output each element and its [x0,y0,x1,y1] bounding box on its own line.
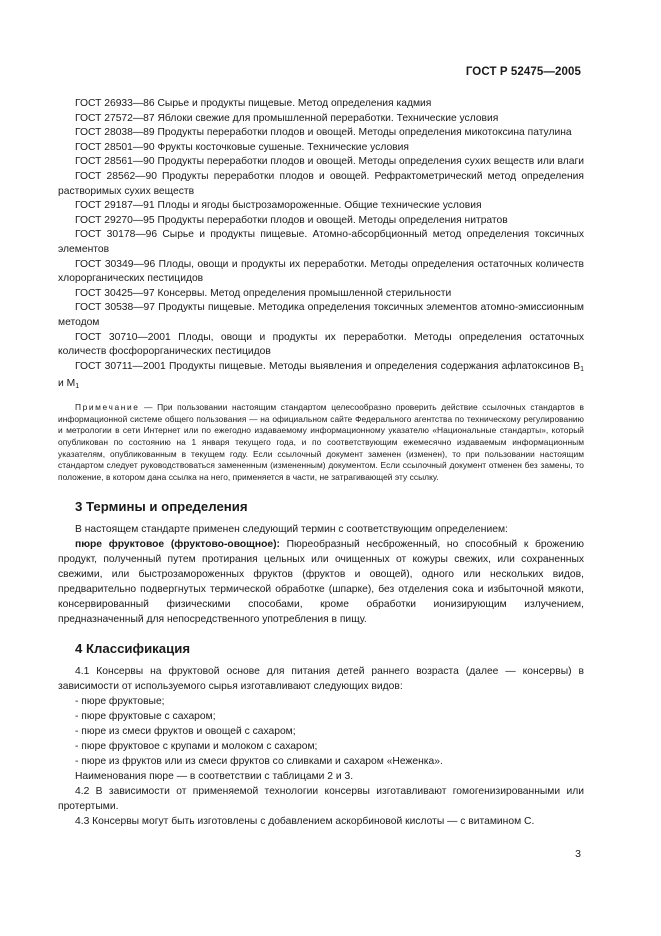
reference-text: ГОСТ 29187—91 Плоды и ягоды быстрозамороженные. Общие технические условия [75,200,482,212]
reference-item [58,155,584,170]
reference-text: ГОСТ 30538—97 Продукты пищевые. Методика определения токсичных элементов атомно-эмиссионным методом [58,302,584,328]
reference-item [58,141,584,156]
reference-text: ГОСТ 26933—86 Сырье и продукты пищевые. Метод определения кадмия [75,98,432,109]
reference-item [58,258,584,287]
standard-header: ГОСТ Р 52475—2005 [465,66,581,78]
reference-item [58,199,584,214]
reference-item [58,301,584,330]
kinds-list [58,694,584,769]
reference-text: ГОСТ 28501—90 Фрукты косточковые сушеные. Технические условия [75,141,409,153]
reference-text: ГОСТ 30349—96 Плоды, овощи и продукты их переработки. Методы определения остаточных количеств хлорорганических пестицидов [58,258,584,285]
clause-4-2: 4.2 В зависимости от применяемой технологии консервы изготавливают гомогенизированными или протертыми. [58,785,584,812]
reference-item [58,112,584,127]
reference-item [58,331,584,360]
subscript: 1 [580,365,584,373]
reference-text: ГОСТ 27572—87 Яблоки свежие для промышленной переработки. Технические условия [75,112,499,124]
list-item: - пюре из фруктов или из смеси фруктов со сливками и сахаром «Неженка». [75,755,443,767]
term-text: Пюреобразный несброженный, но способный к брожению продукт, полученный путем протирания цельных или очищенных от кожуры свежих, или сохраненных свежими, или быстрозамороженных фруктов (фруктов и овощей), одного или нескольких видов, предварительно подвергнутых термической обработке (шпарке), без отделения сока и избыточной мякоти, консервированный физическими способами, кроме обработки ионизирующим излучением, предназначенный для непосредственного употребления в пищу. [58,538,585,625]
page-number: 3 [575,848,581,860]
reference-text: ГОСТ 29270—95 Продукты переработки плодов и овощей. Методы определения нитратов [75,214,508,226]
reference-text: ГОСТ 30711—2001 Продукты пищевые. Методы выявления и определения содержания афлатоксинов В [75,360,581,372]
reference-item [58,126,584,141]
section-3-intro: В настоящем стандарте применен следующий термин с соответствующим определением: [75,523,508,535]
reference-item [58,287,584,302]
reference-text: ГОСТ 28038—89 Продукты переработки плодов и овощей. Методы определения микотоксина патулина [75,127,572,139]
page-content [58,97,584,829]
reference-item [58,97,584,112]
reference-text: ГОСТ 30178—96 Сырье и продукты пищевые. Атомно-абсорбционный метод определения токсичных элементов [58,229,584,255]
reference-text: ГОСТ 30710—2001 Плоды, овощи и продукты их переработки. Методы определения остаточных количеств фосфорорганических пестицидов [58,331,584,358]
term-name: пюре фруктовое (фруктово-овощное): [75,538,280,550]
clause-4-3: 4.3 Консервы могут быть изготовлены с добавлением аскорбиновой кислоты — с витамином С. [75,815,535,827]
note-block [58,402,584,484]
references-list [58,97,584,360]
note-text: — При пользовании настоящим стандартом целесообразно проверить действие ссылочных стандартов в информационной системе общего пользования — на официальном сайте Федерального агентства по техническому регулированию и метрологии в сети Интернет или по ежегодно издаваемому информационному указателю «Национальные стандарты», который опубликован по состоянию на 1 января текущего года, и по соответствующим ежемесячно издаваемым информационным указателям, опубликованным в текущем году. Если ссылочный документ заменен (изменен), то при пользовании настоящим стандартом следует руководствоваться замененным (измененным) документом. Если ссылочный документ отменен без замены, то положение, в котором дана ссылка на него, применяется в части, не затрагивающей эту ссылку. [58,401,584,483]
term-definition [58,537,584,627]
clause-4-1: 4.1 Консервы на фруктовой основе для питания детей раннего возраста (далее — консервы) в зависимости от используемого сырья изготавливают следующих видов: [58,665,584,692]
subscript: 1 [75,383,80,391]
note-label: Примечание [75,401,140,412]
reference-text: ГОСТ 30425—97 Консервы. Метод определения промышленной стерильности [75,287,452,299]
reference-item [58,214,584,229]
names-paragraph: Наименования пюре — в соответствии с таблицами 2 и 3. [75,770,354,782]
reference-item [58,170,584,199]
reference-text: ГОСТ 28561—90 Продукты переработки плодов и овощей. Методы определения сухих веществ или влаги [75,156,584,168]
section-4-title: 4 Классификация [75,640,191,656]
list-item: - пюре фруктовые с сахаром; [75,710,216,722]
section-3-title: 3 Термины и определения [75,498,248,514]
reference-item [58,228,584,257]
reference-item [58,360,584,395]
list-item: - пюре фруктовые; [75,695,165,707]
reference-text: ГОСТ 28562—90 Продукты переработки плодов и овощей. Рефрактометрический метод определения растворимых сухих веществ [58,170,584,197]
list-item: - пюре из смеси фруктов и овощей с сахаром; [75,725,296,737]
list-item: - пюре фруктовое с крупами и молоком с сахаром; [75,740,318,752]
reference-text-mid: и М [58,378,76,390]
